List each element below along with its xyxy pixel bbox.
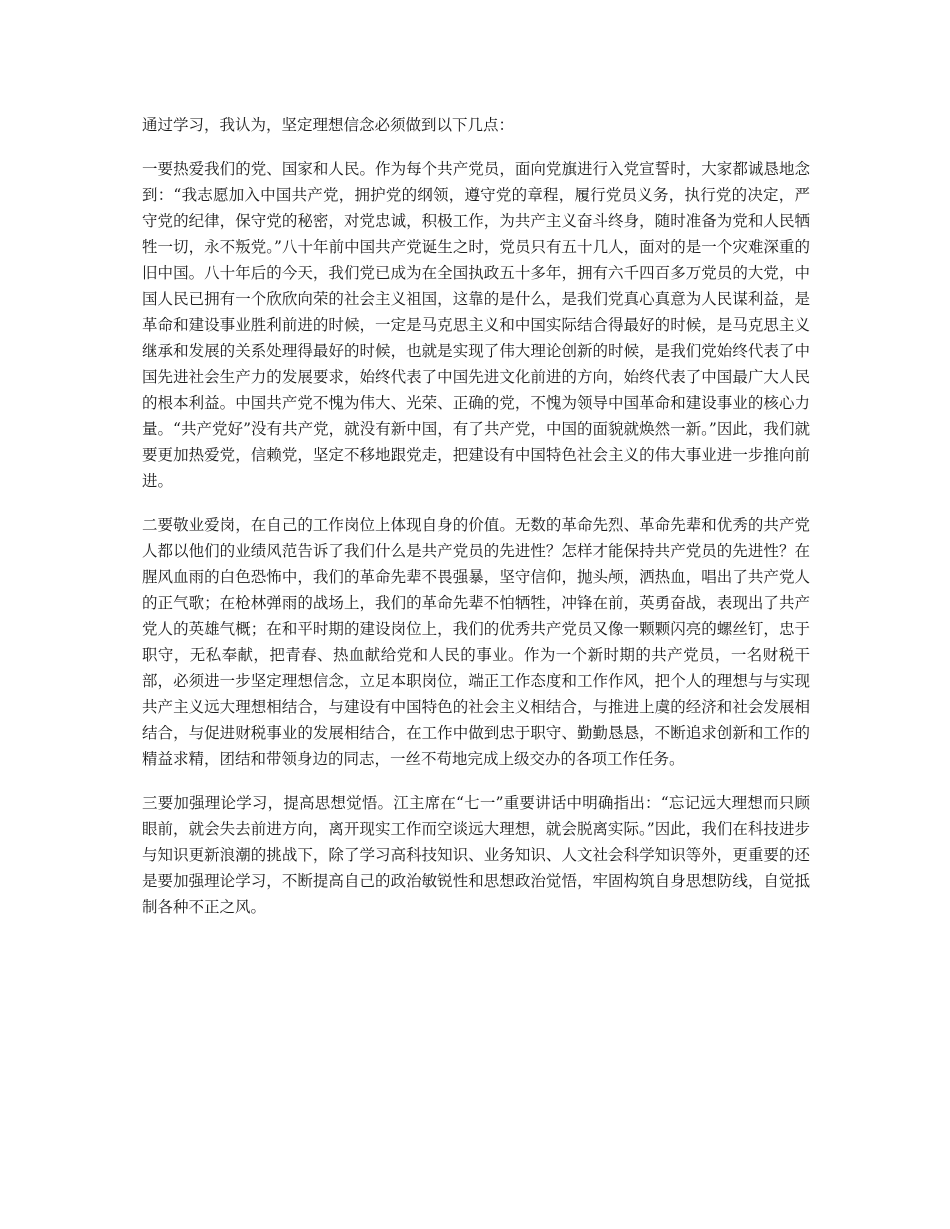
paragraph-love-party: 一要热爱我们的党、国家和人民。作为每个共产党员，面向党旗进行入党宣誓时，大家都诚恳地念到：“我志愿加入中国共产党，拥护党的纲领，遵守党的章程，履行党员义务，执行党的决定，严守党的纪律，保守党的秘密，对党忠诚，积极工作，为共产主义奋斗终身，随时准备为党和人民牺牲一切，永不叛党。”八十年前中国共产党诞生之时，党员只有五十几人，面对的是一个灾难深重的旧中国。八十年后的今天，我们党已成为在全国执政五十多年，拥有六千四百多万党员的大党，中国人民已拥有一个欣欣向荣的社会主义祖国，这靠的是什么，是我们党真心真意为人民谋利益，是革命和建设事业胜利前进的时候，一定是马克思主义和中国实际结合得最好的时候，是马克思主义继承和发展的关系处理得最好的时候，也就是实现了伟大理论创新的时候，是我们党始终代表了中国先进社会生产力的发展要求，始终代表了中国先进文化前进的方向，始终代表了中国最广大人民的根本利益。中国共产党不愧为伟大、光荣、正确的党，不愧为领导中国革命和建设事业的核心力量。“共产党好”没有共产党，就没有新中国，有了共产党，中国的面貌就焕然一新。”因此，我们就要更加热爱党，信赖党，坚定不移地跟党走，把建设有中国特色社会主义的伟大事业进一步推向前进。 [142,160,810,490]
document-body [142,112,810,938]
paragraph-dedication: 二要敬业爱岗，在自己的工作岗位上体现自身的价值。无数的革命先烈、革命先辈和优秀的共产党人都以他们的业绩风范告诉了我们什么是共产党员的先进性？怎样才能保持共产党员的先进性？在腥风血雨的白色恐怖中，我们的革命先辈不畏强暴，坚守信仰，抛头颅，洒热血，唱出了共产党人的正气歌；在枪林弹雨的战场上，我们的革命先辈不怕牺牲，冲锋在前，英勇奋战，表现出了共产党人的英雄气概；在和平时期的建设岗位上，我们的优秀共产党员又像一颗颗闪亮的螺丝钉，忠于职守，无私奉献，把青春、热血献给党和人民的事业。作为一个新时期的共产党员，一名财税干部，必须进一步坚定理想信念，立足本职岗位，端正工作态度和工作作风，把个人的理想与与实现共产主义远大理想相结合，与建设有中国特色的社会主义相结合，与推进上虞的经济和社会发展相结合，与促进财税事业的发展相结合，在工作中做到忠于职守、勤勤恳恳，不断追求创新和工作的精益求精，团结和带领身边的同志，一丝不苟地完成上级交办的各项工作任务。 [142,516,810,768]
intro-paragraph: 通过学习，我认为，坚定理想信念必须做到以下几点： [142,116,515,134]
paragraph-theory-study: 三要加强理论学习，提高思想觉悟。江主席在“七一”重要讲话中明确指出：“忘记远大理想而只顾眼前，就会失去前进方向，离开现实工作而空谈远大理想，就会脱离实际。”因此，我们在科技进步与知识更新浪潮的挑战下，除了学习高科技知识、业务知识、人文社会科学知识等外，更重要的还是要加强理论学习，不断提高自己的政治敏锐性和思想政治觉悟，牢固构筑自身思想防线，自觉抵制各种不正之风。 [142,794,810,916]
